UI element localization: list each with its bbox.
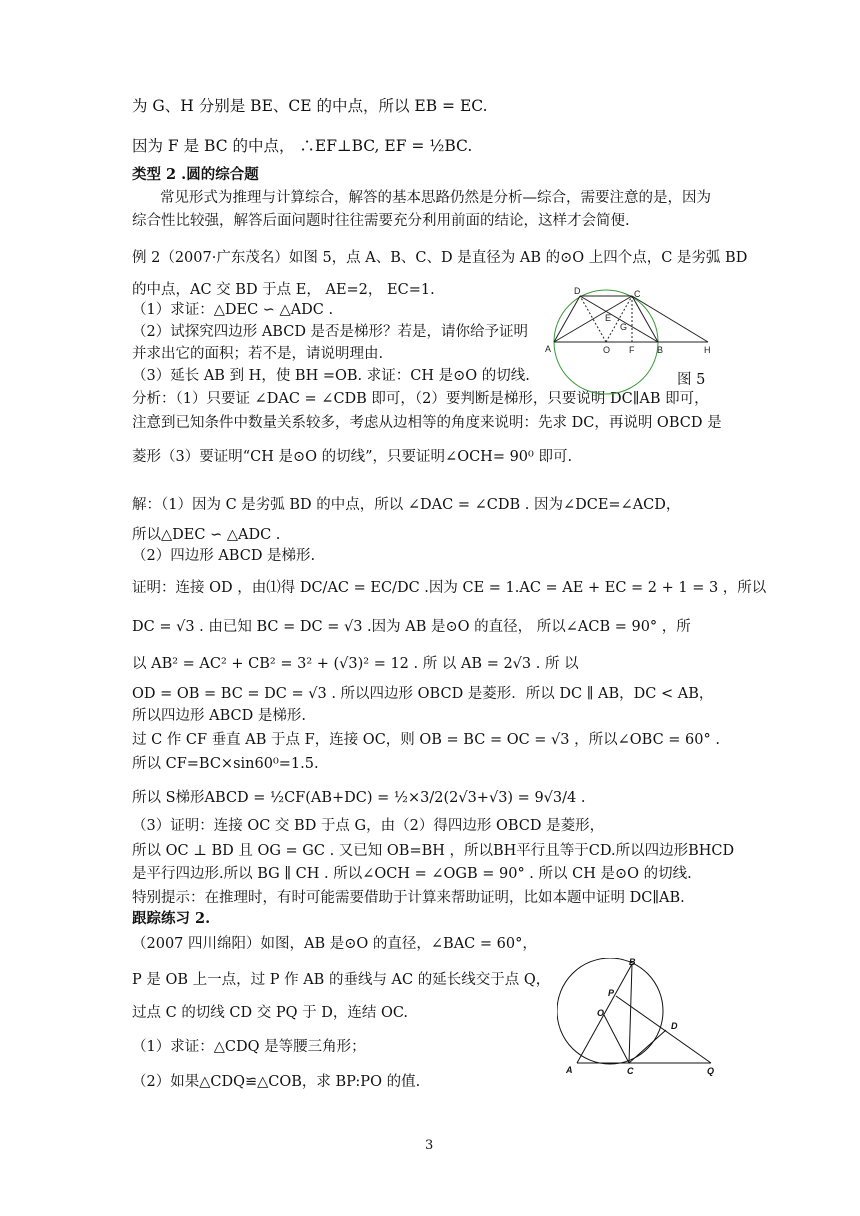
- text-line: 例 2（2007·广东茂名）如图 5，点 A、B、C、D 是直径为 AB 的⊙O 上四个点，C 是劣弧 BD: [132, 250, 748, 266]
- text-line: 过点 C 的切线 CD 交 PQ 于 D，连结 OC.: [132, 1005, 409, 1021]
- text-line: 是平行四边形.所以 BG ∥ CH . 所以∠OCH = ∠OGB = 90° . 所以 CH 是⊙O 的切线.: [132, 866, 692, 882]
- text-line: 注意到已知条件中数量关系较多，考虑从边相等的角度来说明：先求 DC，再说明 OBCD 是: [132, 415, 722, 431]
- text-line: 所以 OC ⊥ BD 且 OG = GC . 又已知 OB=BH ，所以BH平行且等于CD.所以四边形BHCD: [132, 843, 735, 859]
- label-g: G: [620, 322, 628, 332]
- text-line: （1）求证：△CDQ 是等腰三角形；: [132, 1039, 366, 1055]
- label-p2: P: [608, 988, 615, 998]
- text-line: 所以△DEC ∽ △ADC .: [132, 527, 281, 543]
- text-line: OD = OB = BC = DC = √3 . 所以四边形 OBCD 是菱形．所以 DC ∥ AB，DC < AB，: [132, 686, 714, 702]
- exercise-figure-diagram: [557, 958, 727, 1076]
- line-ab: [577, 964, 632, 1063]
- label-c: C: [634, 289, 641, 299]
- text-line: 所以 S梯形ABCD = ½CF(AB+DC) = ½×3/2(2√3+√3) = 9√3/4 .: [132, 790, 586, 806]
- text-line: 分析：（1）只要证 ∠DAC = ∠CDB 即可，（2）要判断是梯形，只要说明 DC∥AB 即可，: [132, 391, 709, 407]
- line-ac: [554, 296, 632, 342]
- text-line: 所以四边形 ABCD 是梯形.: [132, 708, 306, 724]
- label-d2: D: [671, 1021, 678, 1031]
- text-line: 因为 F 是 BC 的中点， ∴EF⊥BC, EF = ½BC.: [132, 137, 473, 155]
- label-o: O: [603, 345, 611, 355]
- line-ad: [554, 296, 580, 342]
- text-line: 为 G、H 分别是 BE、CE 的中点，所以 EB = EC.: [132, 97, 488, 115]
- text-line: （2007 四川绵阳）如图，AB 是⊙O 的直径，∠BAC = 60°，: [132, 936, 537, 952]
- label-h: H: [704, 345, 711, 355]
- text-line: 跟踪练习 2.: [132, 910, 211, 927]
- line-oc2: [604, 1015, 629, 1063]
- text-line: 菱形（3）要证明“CH 是⊙O 的切线”，只要证明∠OCH= 90⁰ 即可.: [132, 449, 573, 465]
- text-line: （2）四边形 ABCD 是梯形.: [132, 548, 316, 564]
- text-line: （2）如果△CDQ≌△COB，求 BP:PO 的值.: [132, 1074, 421, 1090]
- label-a: A: [545, 344, 552, 354]
- text-line: 综合性比较强，解答后面问题时往往需要充分利用前面的结论，这样才会简便.: [132, 213, 630, 229]
- page-number: 3: [425, 1138, 434, 1153]
- circle-o2: [557, 958, 663, 1064]
- text-line: （2）试探究四边形 ABCD 是否是梯形？若是，请你给予证明: [132, 324, 529, 340]
- text-line: 以 AB² = AC² + CB² = 3² + (√3)² = 12 . 所 以 AB = 2√3 . 所 以: [132, 656, 579, 672]
- label-d: D: [574, 286, 581, 296]
- label-e: E: [605, 313, 612, 323]
- text-line: （3）证明：连接 OC 交 BD 于点 G，由（2）得四边形 OBCD 是菱形，: [132, 818, 605, 834]
- text-line: 解：（1）因为 C 是劣弧 BD 的中点，所以 ∠DAC = ∠CDB . 因为∠DCE=∠ACD，: [132, 497, 681, 513]
- text-line: 所以 CF=BC×sin60⁰=1.5.: [132, 756, 319, 772]
- text-line: P 是 OB 上一点，过 P 作 AB 的垂线与 AC 的延长线交于点 Q，: [132, 972, 551, 988]
- text-line: 过 C 作 CF 垂直 AB 于点 F，连接 OC，则 OB = BC = OC = √3 ，所以∠OBC = 60° .: [132, 732, 720, 748]
- label-b: B: [657, 345, 664, 355]
- label-q2: Q: [707, 1066, 715, 1076]
- text-line: 并求出它的面积；若不是，请说明理由.: [132, 346, 384, 362]
- text-line: 特别提示：在推理时，有时可能需要借助于计算来帮助证明，比如本题中证明 DC∥AB.: [132, 890, 685, 906]
- text-line: 证明：连接 OD ，由⑴得 DC/AC = EC/DC .因为 CE = 1.AC = AE + EC = 2 + 1 = 3 ，所以: [132, 580, 767, 596]
- line-bc: [629, 964, 632, 1063]
- text-line: 的中点，AC 交 BD 于点 E， AE=2， EC=1.: [132, 282, 435, 298]
- line-ch: [632, 296, 708, 342]
- text-line: 常见形式为推理与计算综合，解答的基本思路仍然是分析—综合，需要注意的是，因为: [160, 190, 711, 206]
- text-line: DC = √3 . 由已知 BC = DC = √3 .因为 AB 是⊙O 的直径， 所以∠ACB = 90° ，所: [132, 619, 691, 635]
- text-line: 类型 2 .圆的综合题: [132, 166, 259, 183]
- label-f: F: [629, 345, 635, 355]
- line-cb: [632, 296, 658, 342]
- line-cd: [629, 1030, 666, 1063]
- figure-5-caption: 图 5: [677, 372, 706, 388]
- label-a2: A: [566, 1065, 573, 1075]
- line-db: [580, 296, 658, 342]
- label-o2: O: [597, 1008, 605, 1018]
- text-line: （3）延长 AB 到 H，使 BH =OB. 求证：CH 是⊙O 的切线.: [132, 368, 530, 384]
- text-line: （1）求证：△DEC ∽ △ADC .: [132, 302, 334, 318]
- label-b2: B: [629, 958, 636, 967]
- label-c2: C: [627, 1066, 634, 1076]
